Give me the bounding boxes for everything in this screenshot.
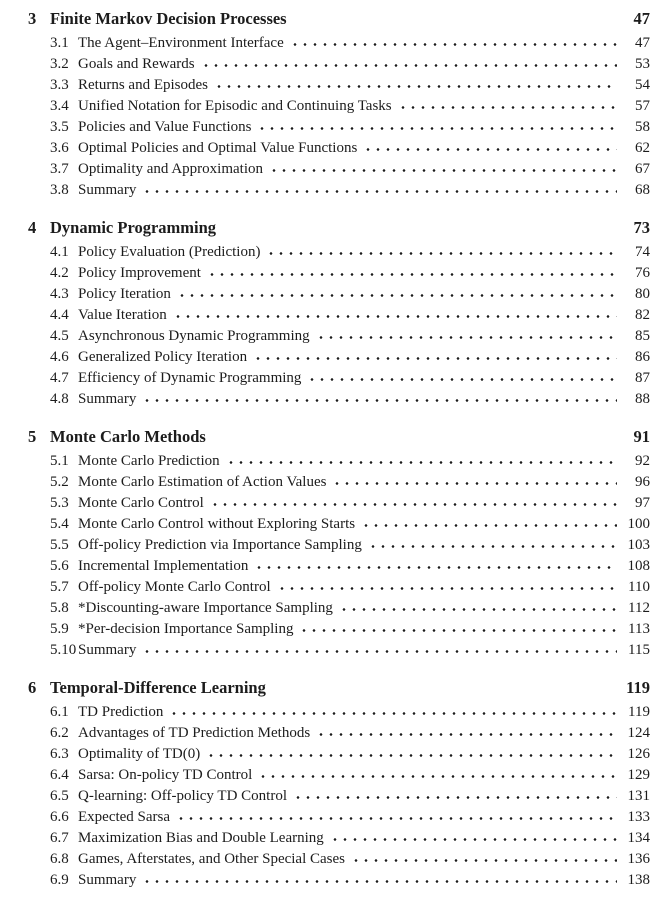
section-number: 4.7: [50, 370, 69, 386]
toc-chapter-heading[interactable]: [28, 216, 650, 239]
dot-leader: [339, 607, 617, 612]
toc-chapter-block: [28, 7, 650, 201]
section-number: 5.8: [50, 600, 69, 616]
section-page-number: 62: [635, 140, 650, 156]
section-page-number: 134: [627, 830, 650, 846]
toc-entry[interactable]: [28, 598, 650, 619]
section-page-number: 57: [635, 98, 650, 114]
toc-entry[interactable]: [28, 702, 650, 723]
section-title: Incremental Implementation: [78, 558, 249, 574]
toc-entry[interactable]: [28, 33, 650, 54]
dot-leader: [368, 544, 617, 549]
dot-leader: [290, 42, 617, 47]
section-page-number: 47: [635, 35, 650, 51]
section-title: Unified Notation for Episodic and Continuing Tasks: [78, 98, 392, 114]
section-number: 5.6: [50, 558, 69, 574]
section-title: Summary: [78, 182, 137, 198]
section-title: Monte Carlo Prediction: [78, 453, 220, 469]
toc-chapter-heading[interactable]: [28, 7, 650, 30]
section-number: 4.1: [50, 244, 69, 260]
section-number: 6.6: [50, 809, 69, 825]
section-title: Asynchronous Dynamic Programming: [78, 328, 310, 344]
section-title: Efficiency of Dynamic Programming: [78, 370, 302, 386]
section-number: 6.3: [50, 746, 69, 762]
toc-entry[interactable]: [28, 577, 650, 598]
dot-leader: [142, 649, 617, 654]
section-title: Off-policy Prediction via Importance Sampling: [78, 537, 362, 553]
section-number: 3.7: [50, 161, 69, 177]
toc-entry[interactable]: [28, 284, 650, 305]
toc-entry[interactable]: [28, 786, 650, 807]
dot-leader: [269, 168, 617, 173]
chapter-sections: [28, 242, 650, 410]
chapter-title: Finite Markov Decision Processes: [50, 9, 287, 28]
section-number: 6.9: [50, 872, 69, 888]
dot-leader: [258, 774, 617, 779]
toc-entry[interactable]: [28, 326, 650, 347]
section-title: Monte Carlo Control without Exploring Starts: [78, 516, 356, 532]
chapter-number: 5: [28, 427, 37, 446]
section-page-number: 115: [628, 642, 650, 658]
toc: [28, 7, 650, 891]
chapter-number: 6: [28, 678, 37, 697]
chapter-sections: [28, 451, 650, 661]
toc-entry[interactable]: [28, 828, 650, 849]
section-title: Policies and Value Functions: [78, 119, 252, 135]
chapter-page-number: 119: [626, 678, 650, 697]
section-page-number: 67: [635, 161, 650, 177]
section-title: Goals and Rewards: [78, 56, 195, 72]
dot-leader: [173, 314, 617, 319]
toc-entry[interactable]: [28, 389, 650, 410]
dot-leader: [257, 126, 617, 131]
chapter-title: Temporal-Difference Learning: [50, 678, 266, 697]
section-number: 5.5: [50, 537, 69, 553]
toc-entry[interactable]: [28, 472, 650, 493]
section-page-number: 53: [635, 56, 650, 72]
chapter-title: Monte Carlo Methods: [50, 427, 206, 446]
section-page-number: 97: [635, 495, 650, 511]
toc-entry[interactable]: [28, 640, 650, 661]
section-page-number: 74: [635, 244, 650, 260]
chapter-title: Dynamic Programming: [50, 218, 217, 237]
section-number: 6.8: [50, 851, 69, 867]
section-page-number: 85: [635, 328, 650, 344]
section-number: 3.2: [50, 56, 69, 72]
toc-entry[interactable]: [28, 180, 650, 201]
chapter-page-number: 91: [633, 427, 650, 446]
toc-entry[interactable]: [28, 765, 650, 786]
toc-entry[interactable]: [28, 514, 650, 535]
section-title: *Discounting-aware Importance Sampling: [78, 600, 333, 616]
dot-leader: [207, 272, 617, 277]
section-number: 5.1: [50, 453, 69, 469]
section-page-number: 58: [635, 119, 650, 135]
section-number: 5.9: [50, 621, 69, 637]
toc-entry[interactable]: [28, 807, 650, 828]
toc-entry[interactable]: [28, 556, 650, 577]
section-number: 5.7: [50, 579, 69, 595]
dot-leader: [214, 84, 617, 89]
section-title: Optimal Policies and Optimal Value Functions: [78, 140, 358, 156]
section-title: Policy Evaluation (Prediction): [78, 244, 261, 260]
dot-leader: [266, 251, 617, 256]
section-title: Returns and Episodes: [78, 77, 208, 93]
section-number: 4.3: [50, 286, 69, 302]
dot-leader: [293, 795, 617, 800]
section-number: 3.4: [50, 98, 69, 114]
section-page-number: 131: [627, 788, 650, 804]
section-page-number: 68: [635, 182, 650, 198]
chapter-number: 4: [28, 218, 37, 237]
section-page-number: 124: [627, 725, 650, 741]
toc-entry[interactable]: [28, 159, 650, 180]
section-title: Optimality and Approximation: [78, 161, 263, 177]
toc-entry[interactable]: [28, 347, 650, 368]
section-title: Monte Carlo Control: [78, 495, 204, 511]
section-page-number: 138: [627, 872, 650, 888]
chapter-number: 3: [28, 9, 37, 28]
section-title: Policy Iteration: [78, 286, 171, 302]
section-number: 4.6: [50, 349, 69, 365]
section-number: 6.4: [50, 767, 69, 783]
dot-leader: [330, 837, 617, 842]
section-page-number: 136: [627, 851, 650, 867]
dot-leader: [299, 628, 617, 633]
section-number: 6.7: [50, 830, 69, 846]
section-number: 4.4: [50, 307, 69, 323]
toc-entry[interactable]: [28, 96, 650, 117]
dot-leader: [253, 356, 617, 361]
section-number: 6.5: [50, 788, 69, 804]
section-title: Policy Improvement: [78, 265, 201, 281]
section-title: Summary: [78, 391, 137, 407]
section-title: Summary: [78, 872, 137, 888]
toc-entry[interactable]: [28, 368, 650, 389]
section-number: 6.2: [50, 725, 69, 741]
dot-leader: [316, 732, 617, 737]
section-number: 3.3: [50, 77, 69, 93]
toc-entry[interactable]: [28, 849, 650, 870]
section-page-number: 129: [627, 767, 650, 783]
section-number: 4.8: [50, 391, 69, 407]
section-number: 3.6: [50, 140, 69, 156]
section-title: TD Prediction: [78, 704, 164, 720]
dot-leader: [176, 816, 617, 821]
dot-leader: [201, 63, 617, 68]
dot-leader: [142, 189, 617, 194]
toc-chapter-block: [28, 676, 650, 891]
toc-chapter-block: [28, 425, 650, 661]
toc-entry[interactable]: [28, 723, 650, 744]
dot-leader: [210, 502, 617, 507]
toc-entry[interactable]: [28, 54, 650, 75]
section-title: Advantages of TD Prediction Methods: [78, 725, 311, 741]
section-page-number: 54: [635, 77, 650, 93]
section-page-number: 108: [627, 558, 650, 574]
section-number: 5.3: [50, 495, 69, 511]
toc-chapter-heading[interactable]: [28, 676, 650, 699]
toc-entry[interactable]: [28, 744, 650, 765]
section-number: 5.4: [50, 516, 69, 532]
dot-leader: [316, 335, 617, 340]
section-title: Monte Carlo Estimation of Action Values: [78, 474, 327, 490]
toc-entry[interactable]: [28, 138, 650, 159]
section-page-number: 113: [628, 621, 650, 637]
section-number: 6.1: [50, 704, 69, 720]
dot-leader: [226, 460, 617, 465]
section-page-number: 76: [635, 265, 650, 281]
toc-entry[interactable]: [28, 263, 650, 284]
dot-leader: [206, 753, 617, 758]
section-title: Games, Afterstates, and Other Special Cases: [78, 851, 346, 867]
toc-chapter-block: [28, 216, 650, 410]
section-title: The Agent–Environment Interface: [78, 35, 284, 51]
section-title: Optimality of TD(0): [78, 746, 201, 762]
section-title: Value Iteration: [78, 307, 167, 323]
section-page-number: 87: [635, 370, 650, 386]
section-page-number: 86: [635, 349, 650, 365]
dot-leader: [169, 711, 617, 716]
toc-entry[interactable]: [28, 75, 650, 96]
chapter-sections: [28, 33, 650, 201]
toc-entry[interactable]: [28, 242, 650, 263]
toc-entry[interactable]: [28, 451, 650, 472]
section-title: Summary: [78, 642, 137, 658]
section-number: 4.2: [50, 265, 69, 281]
dot-leader: [142, 398, 617, 403]
toc-entry[interactable]: [28, 305, 650, 326]
section-title: Generalized Policy Iteration: [78, 349, 248, 365]
section-number: 4.5: [50, 328, 69, 344]
section-number: 5.2: [50, 474, 69, 490]
section-page-number: 82: [635, 307, 650, 323]
section-page-number: 126: [627, 746, 650, 762]
toc-entry[interactable]: [28, 619, 650, 640]
section-number: 5.10: [50, 642, 77, 658]
section-page-number: 119: [628, 704, 650, 720]
chapter-sections: [28, 702, 650, 891]
section-page-number: 100: [627, 516, 650, 532]
toc-entry[interactable]: [28, 535, 650, 556]
section-page-number: 88: [635, 391, 650, 407]
dot-leader: [398, 105, 617, 110]
chapter-page-number: 47: [633, 9, 650, 28]
section-page-number: 112: [628, 600, 650, 616]
toc-entry[interactable]: [28, 117, 650, 138]
dot-leader: [332, 481, 617, 486]
section-title: Sarsa: On-policy TD Control: [78, 767, 253, 783]
section-page-number: 92: [635, 453, 650, 469]
section-page-number: 103: [627, 537, 650, 553]
section-page-number: 133: [627, 809, 650, 825]
toc-chapter-heading[interactable]: [28, 425, 650, 448]
section-title: Q-learning: Off-policy TD Control: [78, 788, 287, 804]
section-page-number: 80: [635, 286, 650, 302]
section-number: 3.1: [50, 35, 69, 51]
section-title: Maximization Bias and Double Learning: [78, 830, 324, 846]
dot-leader: [277, 586, 617, 591]
section-number: 3.5: [50, 119, 69, 135]
section-number: 3.8: [50, 182, 69, 198]
dot-leader: [254, 565, 617, 570]
section-title: Off-policy Monte Carlo Control: [78, 579, 271, 595]
section-page-number: 110: [628, 579, 650, 595]
chapter-page-number: 73: [633, 218, 650, 237]
dot-leader: [351, 858, 617, 863]
section-page-number: 96: [635, 474, 650, 490]
toc-entry[interactable]: [28, 493, 650, 514]
section-title: Expected Sarsa: [78, 809, 171, 825]
dot-leader: [307, 377, 617, 382]
dot-leader: [363, 147, 617, 152]
dot-leader: [361, 523, 617, 528]
dot-leader: [177, 293, 617, 298]
section-title: *Per-decision Importance Sampling: [78, 621, 294, 637]
toc-entry[interactable]: [28, 870, 650, 891]
dot-leader: [142, 879, 617, 884]
